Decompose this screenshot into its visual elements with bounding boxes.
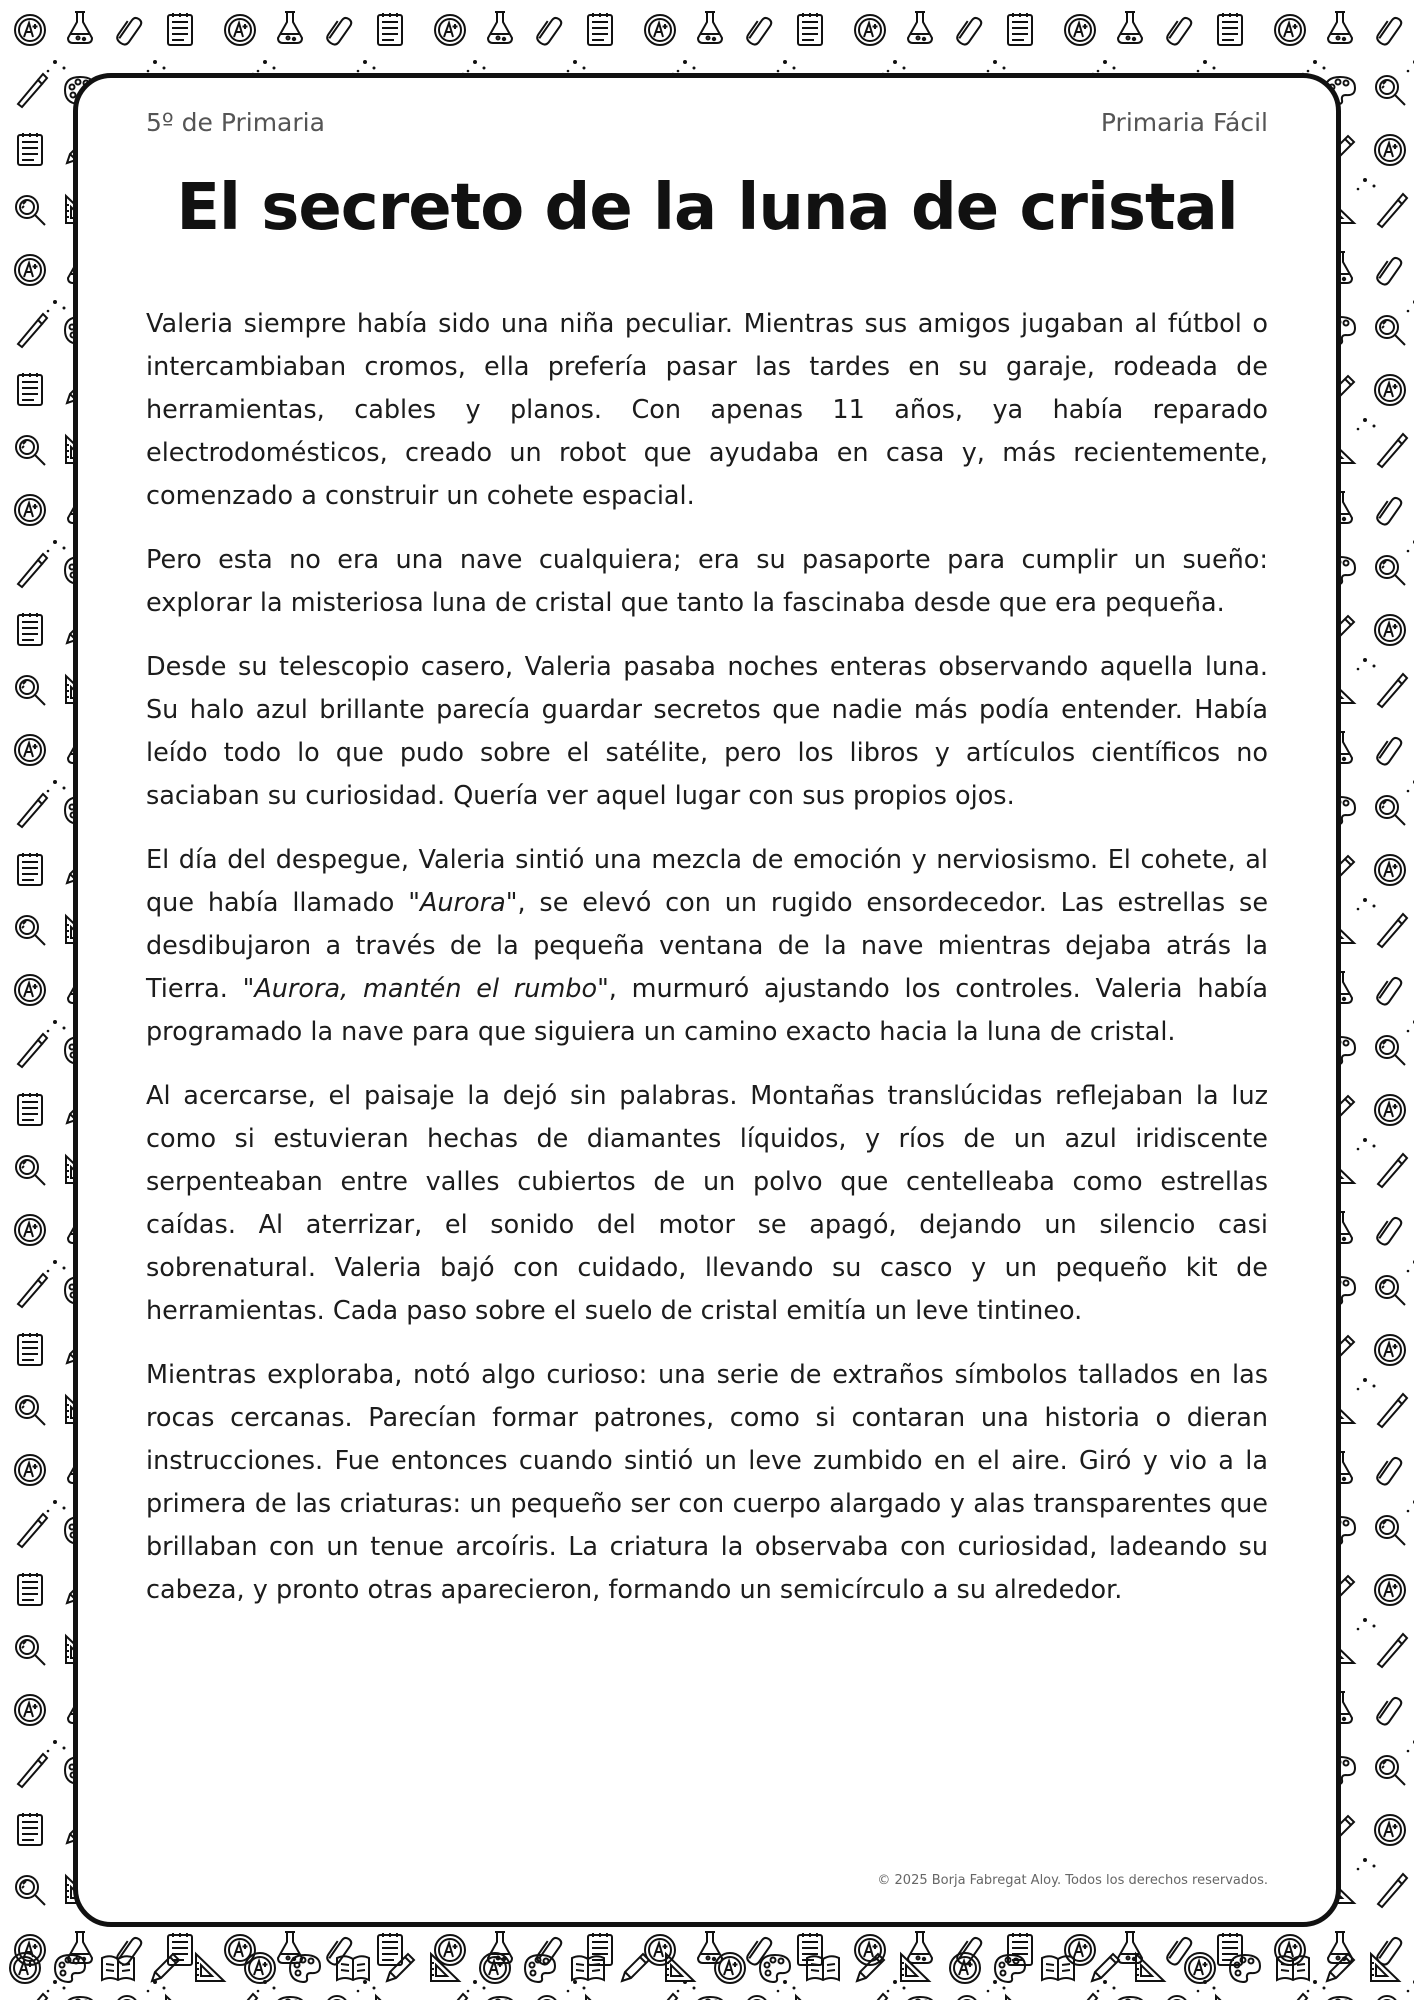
italic-text: Aurora, mantén el rumbo (254, 974, 598, 1004)
story-paragraph (146, 646, 1268, 818)
paragraph-text: Mientras exploraba, notó algo curioso: una serie de extraños símbolos tallados en las rocas cercanas. Parecían formar patrones, como si contaran una historia o dieran instrucciones. Fue entonces cuando sintió un leve zumbido en el aire. Giró y vio a la primera de las criaturas: un pequeño ser con cuerpo alargado y alas transparentes que brillaban con un tenue arcoíris. La criatura la observaba con curiosidad, ladeando su cabeza, y pronto otras aparecieron, formando un semicírculo a su alrededor. (146, 1360, 1268, 1605)
story-paragraph (146, 303, 1268, 518)
story-paragraph (146, 839, 1268, 1054)
italic-text: Aurora (419, 888, 506, 918)
copyright-footer: © 2025 Borja Fabregat Aloy. Todos los derechos reservados. (877, 1873, 1268, 1888)
paragraph-text: Desde su telescopio casero, Valeria pasaba noches enteras observando aquella luna. Su halo azul brillante parecía guardar secretos que nadie más podía entender. Había leído todo lo que pudo sobre el satélite, pero los libros y artículos científicos no saciaban su curiosidad. Quería ver aquel lugar con sus propios ojos. (146, 652, 1268, 811)
brand-label: Primaria Fácil (1100, 108, 1268, 137)
worksheet-card (73, 73, 1341, 1927)
grade-label: 5º de Primaria (146, 108, 325, 137)
story-paragraph (146, 1075, 1268, 1333)
paragraph-text: ", se elevó con un rugido ensordecedor. Las estrellas se desdibujaron a través de la pequeña ventana de la nave mientras dejaba atrás la Tierra. " (146, 888, 1269, 1004)
story-title: El secreto de la luna de cristal (176, 171, 1238, 245)
story-paragraph (146, 539, 1268, 625)
paragraph-text: Valeria siempre había sido una niña peculiar. Mientras sus amigos jugaban al fútbol o intercambiaban cromos, ella prefería pasar las tardes en su garaje, rodeada de herramientas, cables y planos. Con apenas 11 años, ya había reparado electrodomésticos, creado un robot que ayudaba en casa y, más recientemente, comenzado a construir un cohete espacial. (146, 309, 1268, 511)
story-body (146, 303, 1268, 1633)
paragraph-text: Pero esta no era una nave cualquiera; era su pasaporte para cumplir un sueño: explorar la misteriosa luna de cristal que tanto la fascinaba desde que era pequeña. (146, 545, 1268, 618)
page-header (146, 108, 1268, 137)
paragraph-text: ", murmuró ajustando los controles. Valeria había programado la nave para que siguiera un camino exacto hacia la luna de cristal. (146, 974, 1269, 1047)
paragraph-text: El día del despegue, Valeria sintió una mezcla de emoción y nerviosismo. El cohete, al que había llamado " (146, 845, 1268, 918)
story-paragraph (146, 1354, 1268, 1612)
paragraph-text: Al acercarse, el paisaje la dejó sin palabras. Montañas translúcidas reflejaban la luz como si estuvieran hechas de diamantes líquidos, y ríos de un azul iridiscente serpenteaban entre valles cubiertos de un polvo que centelleaba como estrellas caídas. Al aterrizar, el sonido del motor se apagó, dejando un silencio casi sobrenatural. Valeria bajó con cuidado, llevando su casco y un pequeño kit de herramientas. Cada paso sobre el suelo de cristal emitía un leve tintineo. (146, 1081, 1268, 1326)
